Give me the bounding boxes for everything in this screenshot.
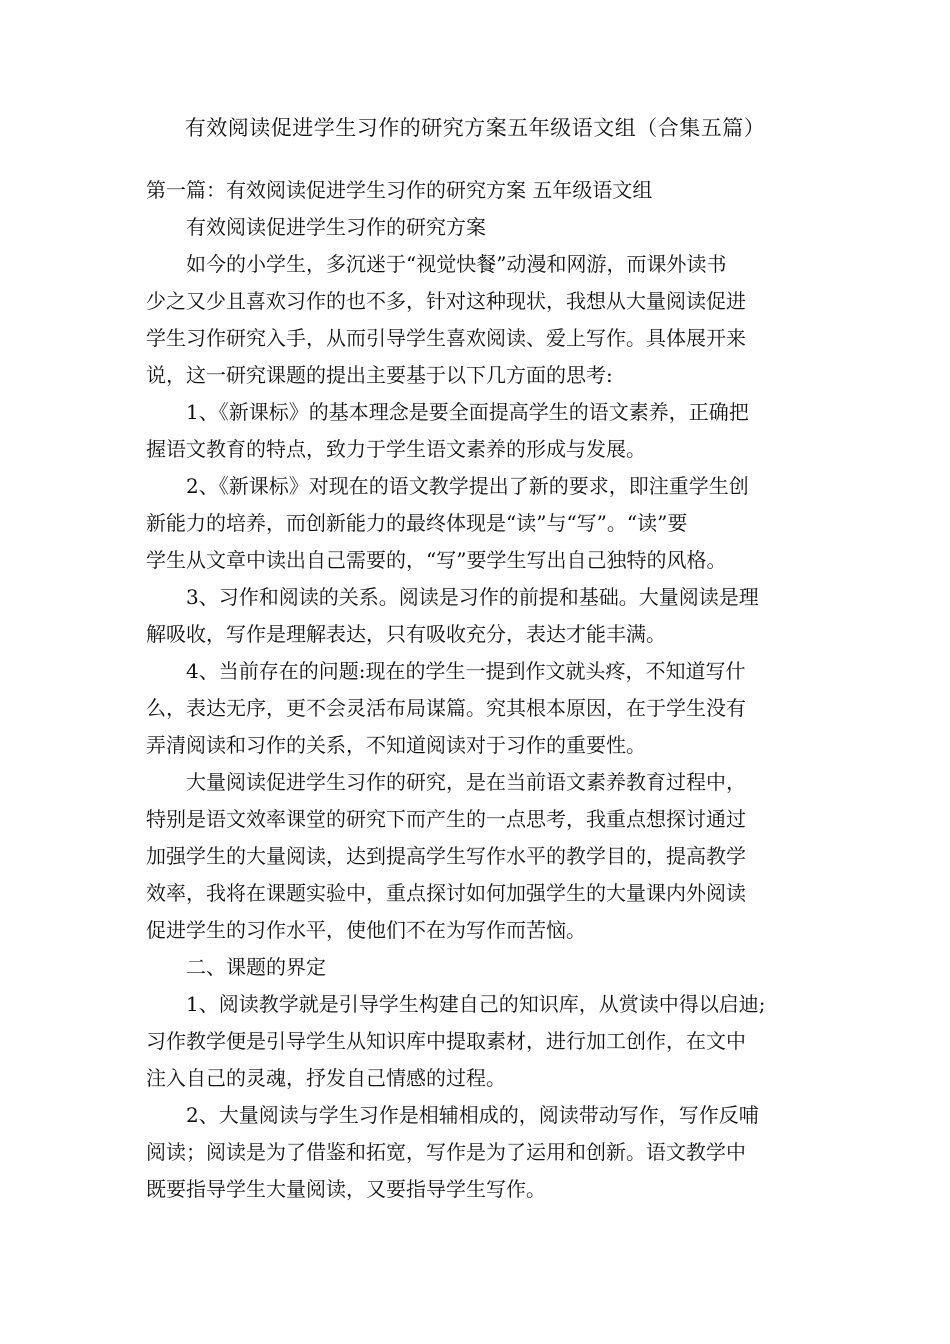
text-line: 大量阅读促进学生习作的研究，是在当前语文素养教育过程中， xyxy=(186,770,746,794)
text-line: 握语文教育的特点，致力于学生语文素养的形成与发展。 xyxy=(146,437,646,461)
text-line: 习作教学便是引导学生从知识库中提取素材，进行加工创作，在文中 xyxy=(146,1029,746,1053)
text-line: 弄清阅读和习作的关系，不知道阅读对于习作的重要性。 xyxy=(146,733,646,757)
section-heading: 第一篇：有效阅读促进学生习作的研究方案 五年级语文组 xyxy=(146,178,653,202)
subheading: 有效阅读促进学生习作的研究方案 xyxy=(186,215,486,239)
text-line: 既要指导学生大量阅读，又要指导学生写作。 xyxy=(146,1177,546,1201)
text-line: 3、习作和阅读的关系。阅读是习作的前提和基础。大量阅读是理 xyxy=(186,585,759,609)
text-line: 注入自己的灵魂，抒发自己情感的过程。 xyxy=(146,1066,506,1090)
text-line: 么，表达无序，更不会灵活布局谋篇。究其根本原因，在于学生没有 xyxy=(146,696,746,720)
document-body xyxy=(146,172,808,1208)
text-line: 阅读；阅读是为了借鉴和拓宽，写作是为了运用和创新。语文教学中 xyxy=(146,1140,746,1164)
text-line: 4、当前存在的问题:现在的学生一提到作文就头疼，不知道写什 xyxy=(186,659,746,683)
text-line: 解吸收，写作是理解表达，只有吸收充分，表达才能丰满。 xyxy=(146,622,666,646)
text-line: 学生习作研究入手，从而引导学生喜欢阅读、爱上写作。具体展开来 xyxy=(146,326,746,350)
text-line: 新能力的培养，而创新能力的最终体现是“读”与“写”。“读”要 xyxy=(146,511,688,535)
text-line: 少之又少且喜欢习作的也不多，针对这种现状，我想从大量阅读促进 xyxy=(146,289,746,313)
text-line: 1、《新课标》的基本理念是要全面提高学生的语文素养，正确把 xyxy=(186,400,749,424)
text-line: 加强学生的大量阅读，达到提高学生写作水平的教学目的，提高教学 xyxy=(146,844,746,868)
text-line: 1、阅读教学就是引导学生构建自己的知识库，从赏读中得以启迪; xyxy=(186,992,766,1016)
text-line: 2、大量阅读与学生习作是相辅相成的，阅读带动写作，写作反哺 xyxy=(186,1103,759,1127)
text-line: 说，这一研究课题的提出主要基于以下几方面的思考: xyxy=(146,363,613,387)
text-line: 如今的小学生，多沉迷于“视觉快餐”动漫和网游，而课外读书 xyxy=(186,252,727,276)
document-title: 有效阅读促进学生习作的研究方案五年级语文组（合集五篇） xyxy=(184,116,766,140)
text-line: 效率，我将在课题实验中，重点探讨如何加强学生的大量课内外阅读 xyxy=(146,881,746,905)
text-line: 学生从文章中读出自己需要的，“写”要学生写出自己独特的风格。 xyxy=(146,548,727,572)
text-line: 2、《新课标》对现在的语文教学提出了新的要求，即注重学生创 xyxy=(186,474,749,498)
text-line: 特别是语文效率课堂的研究下而产生的一点思考，我重点想探讨通过 xyxy=(146,807,746,831)
section-heading: 二、课题的界定 xyxy=(186,955,326,979)
text-line: 促进学生的习作水平，使他们不在为写作而苦恼。 xyxy=(146,918,586,942)
